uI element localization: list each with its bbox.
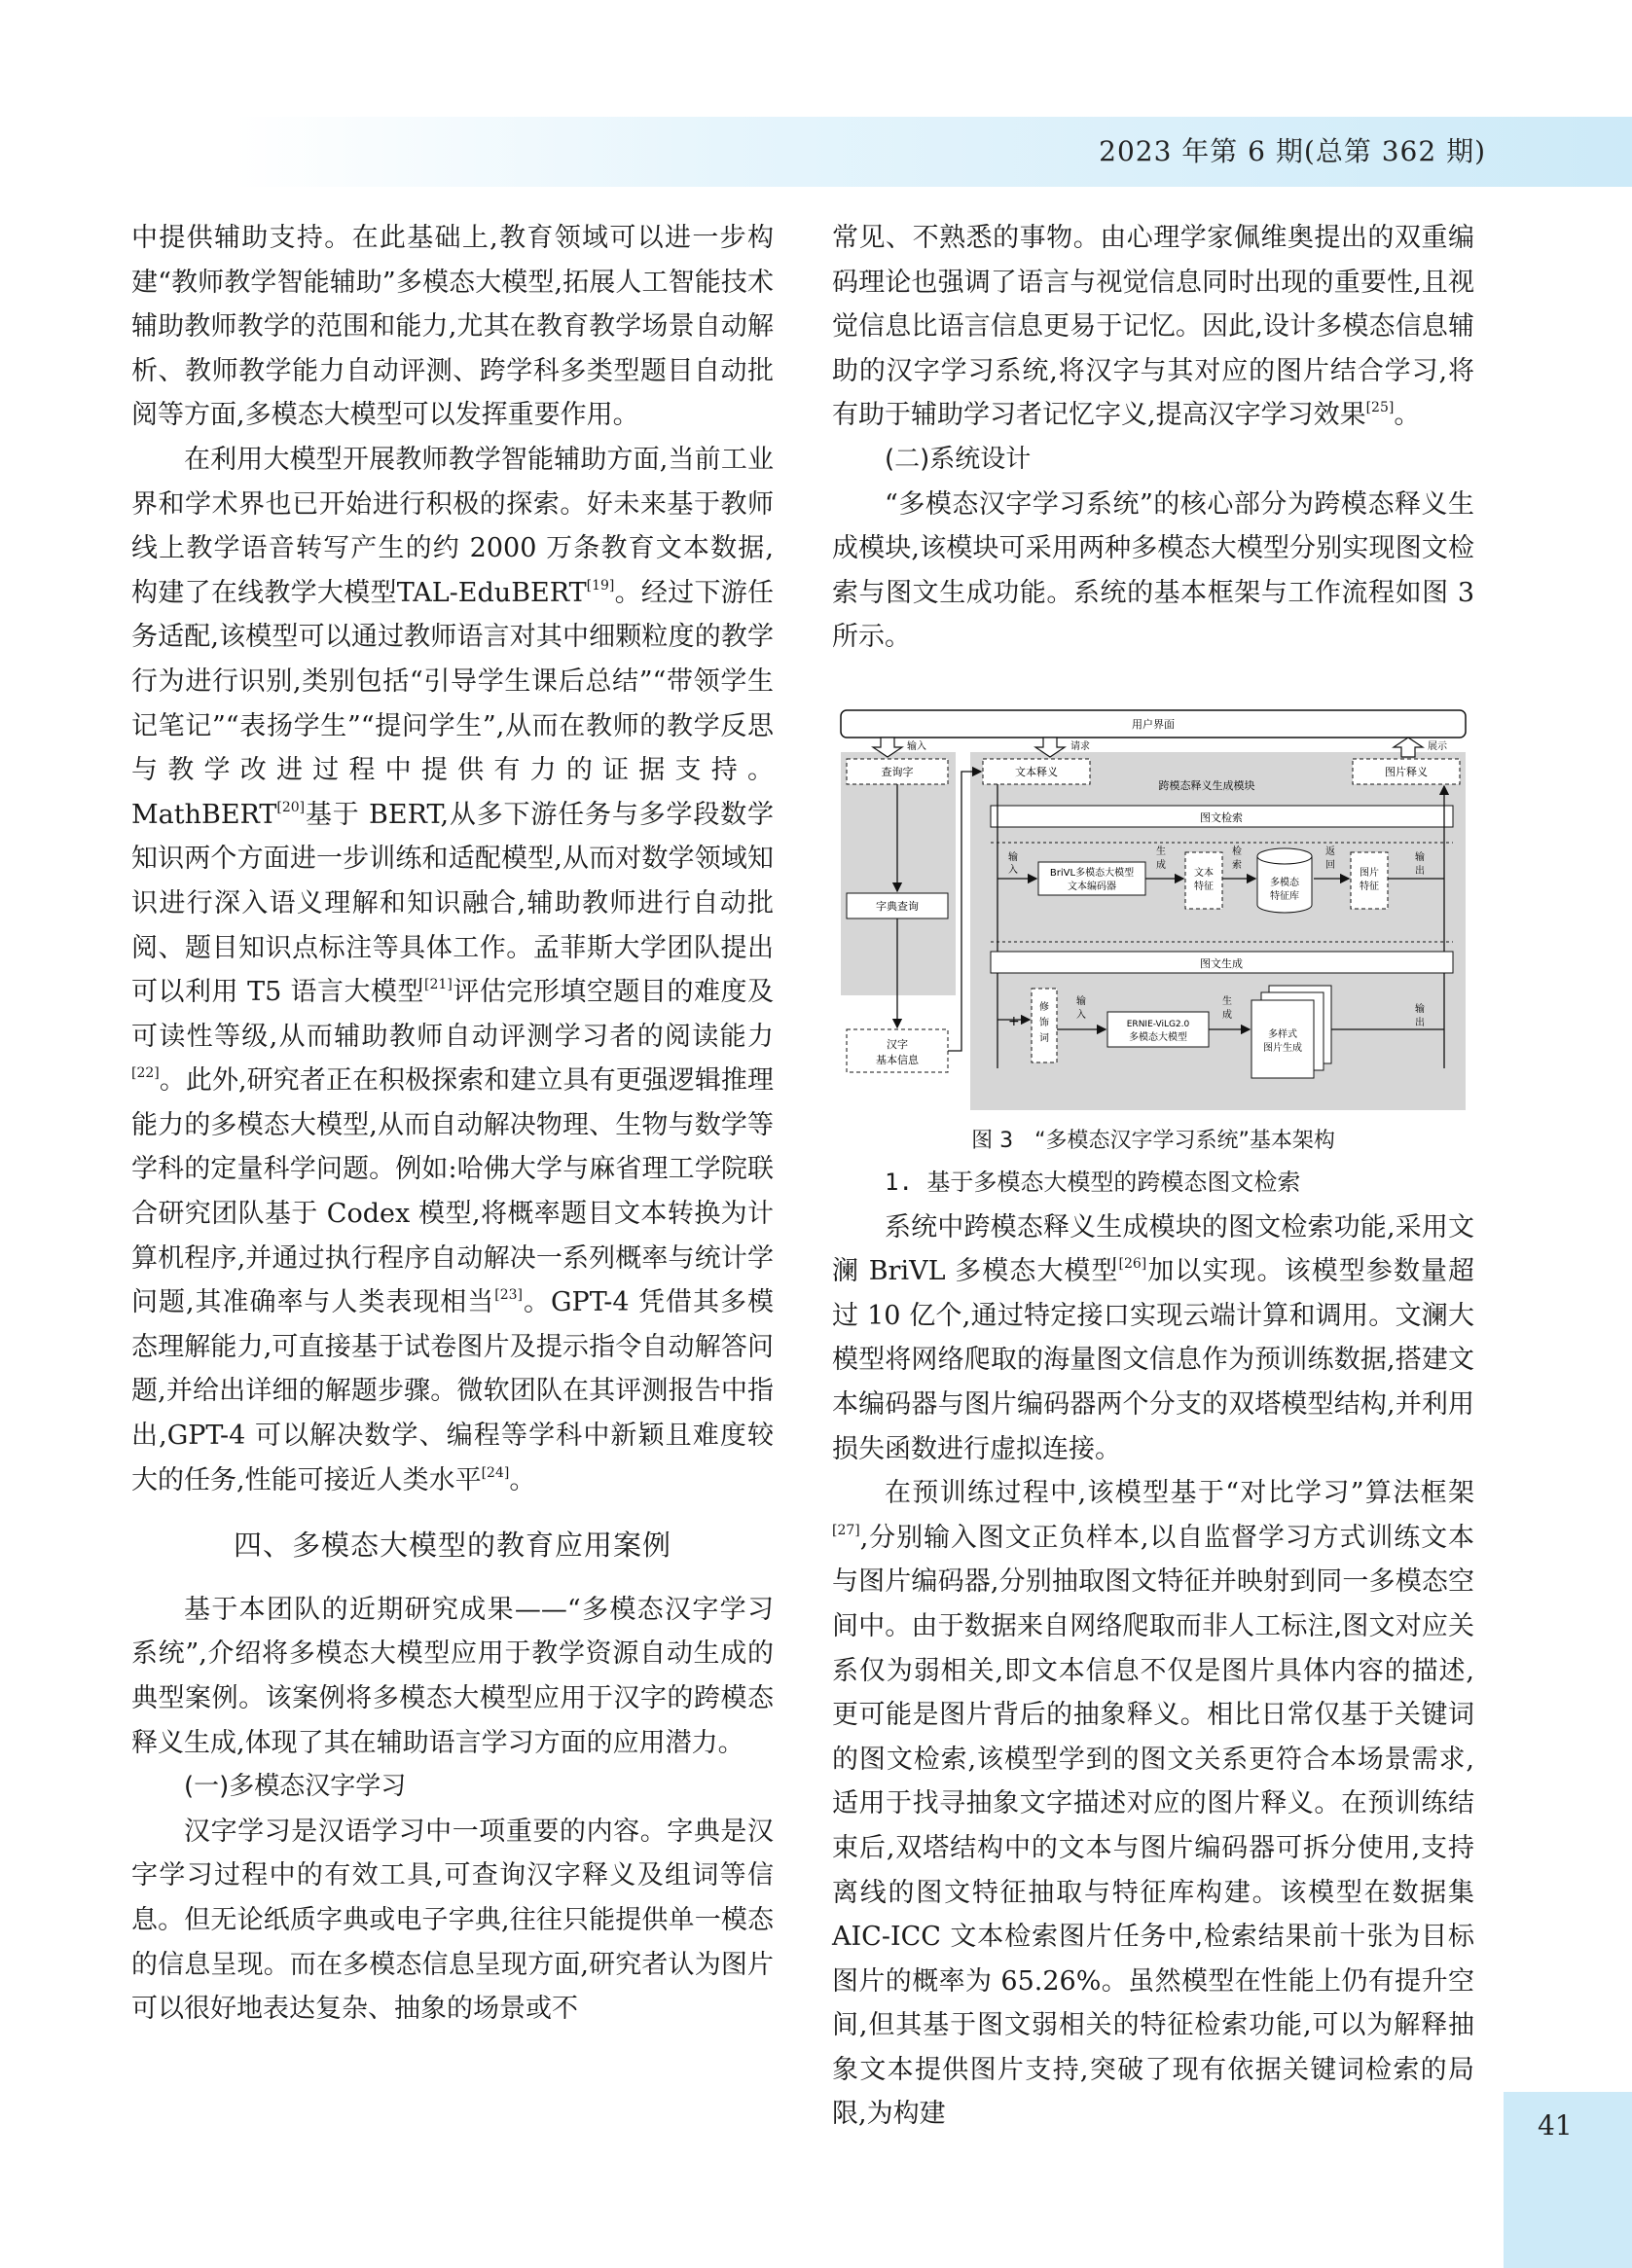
paragraph: 中提供辅助支持。在此基础上,教育领域可以进一步构建“教师教学智能辅助”多模态大模型,拓展人工智能技术辅助教师教学的范围和能力,尤其在教育教学场景自动解析、教师教学能力自动评测、跨学科多类型题目自动批阅等方面,多模态大模型可以发挥重要作用。 [131,223,774,431]
flow-label: 回 [1325,860,1335,871]
flow-label: 输 [1008,852,1018,863]
left-column [131,216,774,2032]
flow-label: 生 [1156,846,1166,857]
generation-label: 图文生成 [1200,957,1243,970]
left-panel [841,752,956,995]
citation: [21] [424,977,453,993]
char-info-label: 基本信息 [876,1054,919,1066]
page-number: 41 [1538,2109,1573,2142]
paragraph: 系统中跨模态释义生成模块的图文检索功能,采用文澜 BriVL 多模态大模型[26]加以实现。该模型参数量超过 10 亿个,通过特定接口实现云端计算和调用。文澜大模型将网络爬取的海量图文信息作为预训练数据,搭建文本编码器与图片编码器两个分支的双塔模型结构,并利用损失函数进行虚拟连接。 [832,1211,1475,1464]
request-label: 请求 [1070,741,1090,752]
flow-label: 输 [1076,996,1086,1007]
right-column [832,216,1474,660]
citation: [26] [1118,1256,1147,1273]
img-def-label: 图片释义 [1385,766,1428,778]
flow-label: 出 [1415,866,1425,877]
subsection-title: (一)多模态汉字学习 [184,1772,407,1802]
citation: [25] [1365,400,1395,416]
dict-query-label: 字典查询 [876,900,919,913]
brivl-label: 文本编码器 [1068,882,1116,892]
display-label: 展示 [1428,741,1447,752]
flow-label: 成 [1156,860,1166,871]
module-label: 跨模态释义生成模块 [1158,779,1255,792]
architecture-diagram [837,708,1469,1112]
subsection-title: 1. 基于多模态大模型的跨模态图文检索 [885,1169,1301,1196]
input-label: 输入 [907,741,926,752]
flow-label: 返 [1325,846,1335,857]
ernie-label: 多模态大模型 [1129,1032,1187,1043]
modifier-label: 词 [1039,1033,1049,1044]
citation: [19] [586,577,615,594]
plus-sign: + [1008,1014,1020,1029]
modifier-label: 饰 [1039,1018,1049,1028]
citation: [20] [276,799,306,815]
multi-style-label: 图片生成 [1263,1043,1302,1054]
text-def-label: 文本释义 [1015,766,1058,778]
flow-label: 检 [1232,846,1242,857]
citation: [22] [131,1065,160,1082]
flow-label: 出 [1415,1018,1425,1028]
paragraph: “多模态汉字学习系统”的核心部分为跨模态释义生成模块,该模块可采用两种多模态大模型分别实现图文检索与图文生成功能。系统的基本框架与工作流程如图 3 所示。 [832,488,1474,653]
citation: [27] [832,1522,860,1538]
modifier-label: 修 [1039,1002,1049,1013]
text-feature-label: 文本 [1194,868,1214,879]
flow-label: 输 [1415,1004,1425,1015]
flow-label: 入 [1008,865,1018,876]
multi-style-label: 多样式 [1268,1029,1297,1040]
right-column-lower [832,1161,1474,2137]
feature-db-label: 多模态 [1270,878,1299,888]
flow-label: 入 [1076,1010,1086,1021]
paragraph: 在利用大模型开展教师教学智能辅助方面,当前工业界和学术界也已开始进行积极的探索。好未来基于教师线上教学语音转写产生的约 2000 万条教育文本数据,构建了在线教学大模型TAL-EduBERT[19]。经过下游任务适配,该模型可以通过教师语言对其中细颗粒度的教学行为进行识别,类别包括“引导学生课后总结”“带领学生记笔记”“表扬学生”“提问学生”,从而在教师的教学反思与教学改进过程中提供有力的证据支持。MathBERT[20]基于 BERT,从多下游任务与多学段数学知识两个方面进一步训练和适配模型,从而对数学领域知识进行深入语义理解和知识融合,辅助教师进行自动批阅、题目知识点标注等具体工作。孟菲斯大学团队提出可以利用 T5 语言大模型[21]评估完形填空题目的难度及可读性等级,从而辅助教师自动评测学习者的阅读能力[22]。此外,研究者正在积极探索和建立具有更强逻辑推理能力的多模态大模型,从而自动解决物理、生物与数学等学科的定量科学问题。例如:哈佛大学与麻省理工学院联合研究团队基于 Codex 模型,将概率题目文本转换为计算机程序,并通过执行程序自动解决一系列概率与统计学问题,其准确率与人类表现相当[23]。GPT-4 凭借其多模态理解能力,可直接基于试卷图片及提示指令自动解答问题,并给出详细的解题步骤。微软团队在其评测报告中指出,GPT-4 可以解决数学、编程等学科中新颖且难度较大的任务,性能可接近人类水平[24]。 [131,444,775,1495]
citation: [24] [481,1464,510,1481]
figure-caption: 图 3 “多模态汉字学习系统”基本架构 [971,1129,1335,1153]
img-feature-box [1351,852,1388,909]
char-info-label: 汉字 [887,1038,908,1051]
section-title: 四、多模态大模型的教育应用案例 [233,1529,671,1563]
paragraph: 基于本团队的近期研究成果——“多模态汉字学习系统”,介绍将多模态大模型应用于教学资源自动生成的典型案例。该案例将多模态大模型应用于汉字的跨模态释义生成,体现了其在辅助语言学习方面的应用潜力。 [131,1594,774,1758]
issue-label: 2023 年第 6 期(总第 362 期) [1099,135,1486,167]
retrieval-label: 图文检索 [1200,811,1243,824]
paragraph: 汉字学习是汉语学习中一项重要的内容。字典是汉字学习过程中的有效工具,可查询汉字释义及组词等信息。但无论纸质字典或电子字典,往往只能提供单一模态的信息呈现。而在多模态信息呈现方面,研究者认为图片可以很好地表达复杂、抽象的场景或不 [131,1816,774,2025]
img-feature-label: 特征 [1360,882,1379,892]
flow-label: 输 [1415,852,1425,863]
text-feature-label: 特征 [1194,882,1214,892]
feature-db-label: 特征库 [1270,891,1299,902]
text-feature-box [1185,852,1222,909]
user-interface-label: 用户界面 [1132,718,1175,731]
ernie-label: ERNIE-ViLG2.0 [1126,1020,1190,1029]
subsection-title: (二)系统设计 [885,444,1032,474]
flow-label: 生 [1222,996,1232,1007]
paragraph: 在预训练过程中,该模型基于“对比学习”算法框架[27],分别输入图文正负样本,以自监督学习方式训练文本与图片编码器,分别抽取图文特征并映射到同一多模态空间中。由于数据来自网络爬取而非人工标注,图文对应关系仅为弱相关,即文本信息不仅是图片具体内容的描述,更可能是图片背后的抽象释义。相比日常仅基于关键词的图文检索,该模型学到的图文关系更符合本场景需求,适用于找寻抽象文字描述对应的图片释义。在预训练结束后,双塔结构中的文本与图片编码器可拆分使用,支持离线的图文特征抽取与特征库构建。该模型在数据集 AIC-ICC 文本检索图片任务中,检索结果前十张为目标图片的概率为 65.26%。虽然模型在性能上仍有提升空间,但其基于图文弱相关的特征检索功能,可以为解释抽象文本提供图片支持,突破了现有依据关键词检索的局限,为构建 [832,1478,1474,2130]
citation: [23] [494,1287,523,1304]
brivl-label: BriVL多模态大模型 [1049,868,1135,879]
img-feature-label: 图片 [1360,868,1379,879]
flow-label: 成 [1222,1010,1232,1021]
paragraph: 常见、不熟悉的事物。由心理学家佩维奥提出的双重编码理论也强调了语言与视觉信息同时出现的重要性,且视觉信息比语言信息更易于记忆。因此,设计多模态信息辅助的汉字学习系统,将汉字与其对应的图片结合学习,将有助于辅助学习者记忆字义,提高汉字学习效果[25]。 [832,223,1474,431]
query-char-label: 查询字 [881,766,914,778]
flow-label: 索 [1232,860,1242,871]
